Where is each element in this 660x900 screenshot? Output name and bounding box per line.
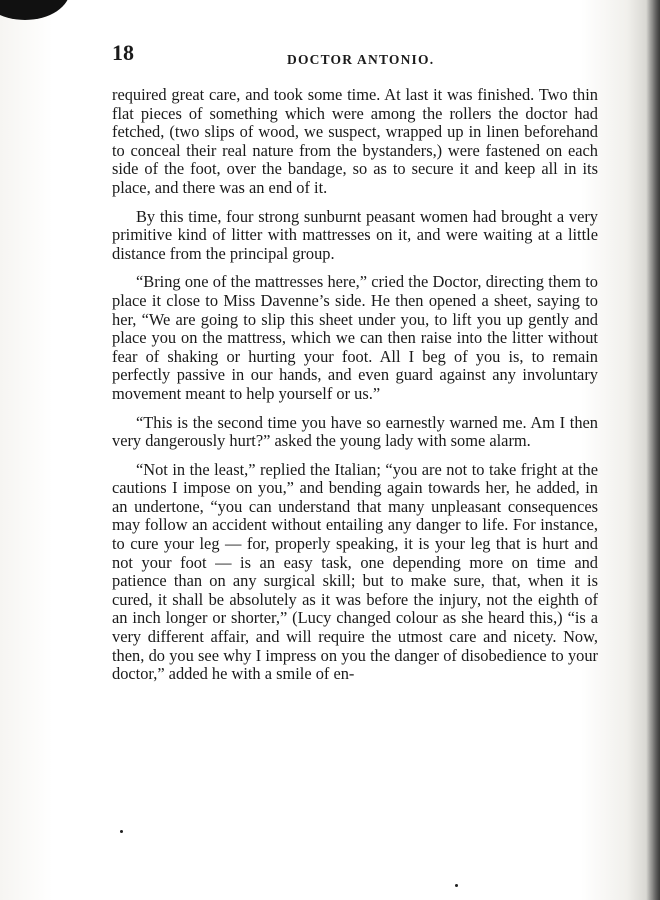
- binding-edge-shadow: [646, 0, 660, 900]
- paragraph-4: “This is the second time you have so earnestly warned me. Am I then very dangerously hurt?” asked the young lady with some alarm.: [112, 412, 598, 451]
- body-text: [112, 86, 598, 694]
- page-header: [112, 40, 602, 70]
- page-number: 18: [112, 40, 134, 65]
- paragraph-5: “Not in the least,” replied the Italian; “you are not to take fright at the cautions I impose on you,” and bending again towards her, he added, in an undertone, “you can understand that many unpleasant consequences may follow an accident without entailing any danger to life. For instance, to cure your leg — for, properly speaking, it is your leg that is hurt and not your foot — is an easy task, one depending more on time and patience than on any surgical skill; but to make sure, that, when it is cured, it shall be absolutely as it was before the injury, not the eighth of an inch longer or shorter,” (Lucy changed colour as she heard this,) “is a very different affair, and will require the utmost care and nicety. Now, then, do you see why I impress on you the danger of disobedience to your doctor,” added he with a smile of en-: [112, 459, 598, 684]
- paragraph-3: “Bring one of the mattresses here,” cried the Doctor, directing them to place it close to Miss Davenne’s side. He then opened a sheet, saying to her, “We are going to slip this sheet under you, to lift you up gently and place you on the mattress, which we can then raise into the litter without fear of shaking or hurting your foot. All I beg of you is, to remain perfectly passive in our hands, and even guard against any involuntary movement meant to help yourself or us.”: [112, 272, 598, 403]
- ink-speck: [455, 884, 458, 887]
- running-title: DOCTOR ANTONIO.: [287, 52, 435, 67]
- paragraph-2: By this time, four strong sunburnt peasant women had brought a very primitive kind of litter with mattresses on it, and were waiting at a little distance from the principal group.: [112, 206, 598, 263]
- paragraph-1: required great care, and took some time. At last it was finished. Two thin flat pieces of something which were among the rollers the doctor had fetched, (two slips of wood, we suspect, wrapped up in linen beforehand to conceal their real nature from the bystanders,) were fastened on each side of the foot, over the bandage, so as to secure it and keep all in its place, and there was an end of it.: [112, 85, 598, 197]
- scan-corner-shadow: [0, 0, 70, 20]
- ink-speck: [120, 830, 123, 833]
